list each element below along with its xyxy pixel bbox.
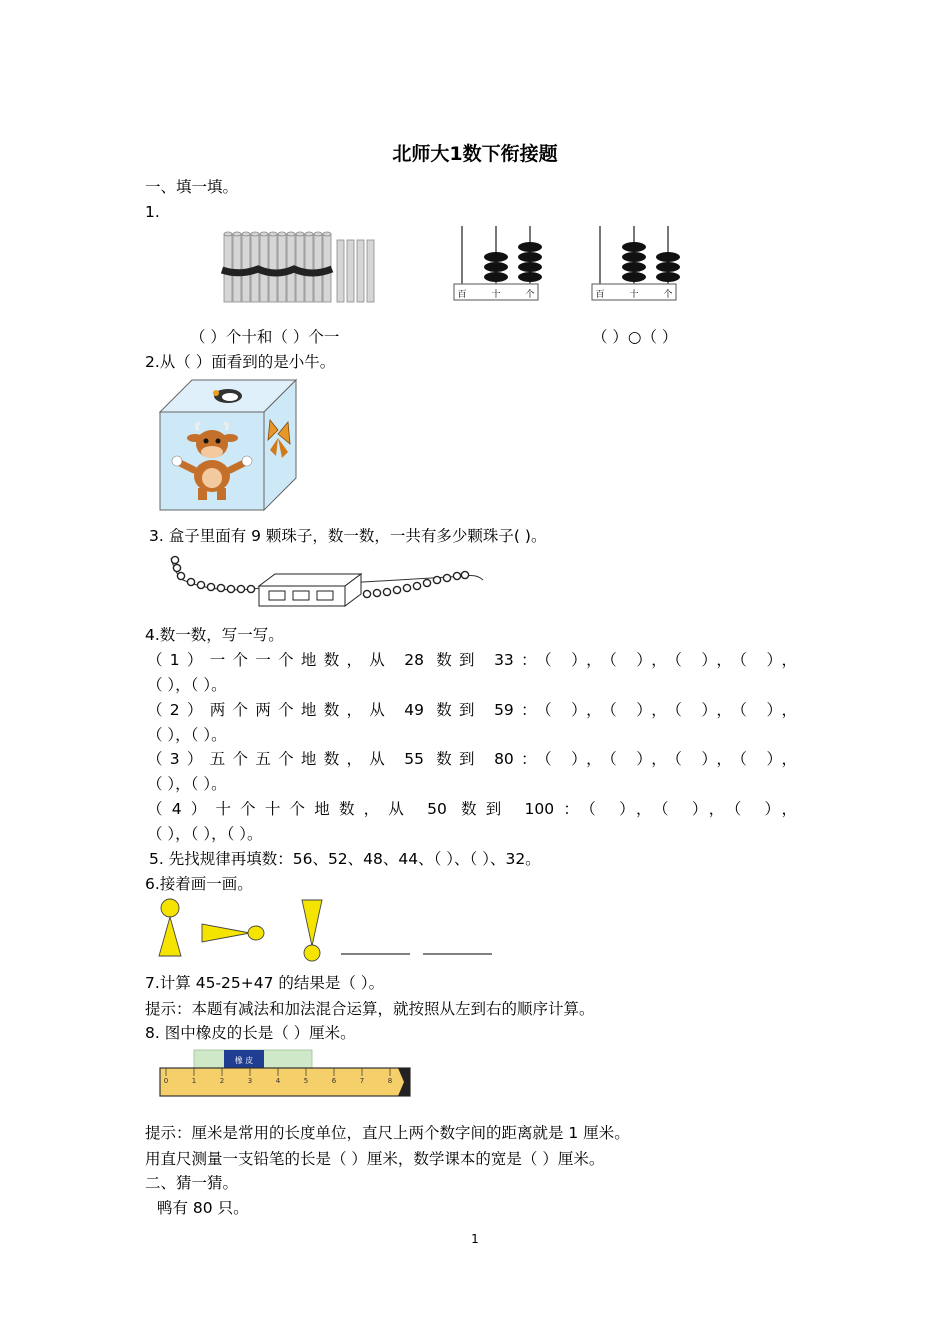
ruler-tick-6: 6 (331, 1077, 337, 1085)
q4-row-1-line-a: （1）一个一个地数，从 28 数到 33：（ ），（ ），（ ），（ ）， (147, 651, 797, 669)
ruler-tick-5: 5 (303, 1077, 309, 1085)
abacus-label-tens: 十 (491, 290, 501, 300)
ruler-tick-3: 3 (247, 1077, 253, 1085)
q4-row-4-line-a: （4）十个十个地数，从 50 数到 100：（ ），（ ），（ ）， (147, 800, 797, 818)
abacus-label-tens: 十 (629, 290, 639, 300)
page-number: 1 (471, 1232, 479, 1246)
question-3-text: 3. 盒子里面有 9 颗珠子，数一数，一共有多少颗珠子( )。 (149, 527, 547, 545)
q4-row-4-line-b: （ ），（ ），（ ）。 (147, 825, 263, 843)
abacus-right-image (588, 224, 680, 304)
page-title: 北师大1数下衔接题 (392, 143, 558, 165)
ruler-tick-4: 4 (275, 1077, 281, 1085)
question-1-caption-right: （ ）○（ ） (592, 328, 678, 346)
q4-row-3-line-b: （ ），（ ）。 (147, 775, 227, 793)
question-8-text: 8. 图中橡皮的长是（ ）厘米。 (145, 1024, 356, 1042)
section-heading-guess: 二、猜一猜。 (145, 1174, 239, 1192)
question-4-text: 4.数一数，写一写。 (145, 626, 284, 644)
question-1-caption-left: （ ）个十和（ ）个一 (190, 328, 340, 346)
question-1-label: 1. (145, 203, 160, 221)
abacus-label-hundreds: 百 (595, 290, 605, 300)
bead-string-image (165, 554, 485, 610)
q4-row-3-line-a: （3）五个五个地数，从 55 数到 80：（ ），（ ），（ ），（ ）， (147, 750, 797, 768)
question-5-text: 5. 先找规律再填数：56、52、48、44、（ ）、（ ）、32。 (149, 850, 541, 868)
ruler-eraser-image (158, 1048, 412, 1100)
abacus-label-ones: 个 (525, 290, 535, 300)
pattern-shapes-image (150, 896, 500, 962)
question-8-hint: 提示：厘米是常用的长度单位，直尺上两个数字间的距离就是 1 厘米。 (145, 1124, 630, 1142)
question-7-hint: 提示：本题有减法和加法混合运算，就按照从左到右的顺序计算。 (145, 1000, 595, 1018)
ruler-tick-8: 8 (387, 1077, 393, 1085)
question-8-followup: 用直尺测量一支铅笔的长是（ ）厘米，数学课本的宽是（ ）厘米。 (145, 1150, 605, 1168)
question-6-text: 6.接着画一画。 (145, 875, 253, 893)
cube-image (158, 378, 298, 512)
ruler-tick-7: 7 (359, 1077, 365, 1085)
abacus-label-ones: 个 (663, 290, 673, 300)
guess-text: 鸭有 80 只。 (157, 1199, 249, 1217)
question-7-text: 7.计算 45-25+47 的结果是（ ）。 (145, 974, 385, 992)
section-heading-fill: 一、填一填。 (145, 178, 239, 196)
stick-bundles-image (220, 228, 382, 304)
question-2-text: 2.从（ ）面看到的是小牛。 (145, 353, 336, 371)
q4-row-2-line-b: （ ），（ ）。 (147, 726, 227, 744)
ruler-tick-1: 1 (191, 1077, 197, 1085)
q4-row-2-line-a: （2）两个两个地数，从 49 数到 59：（ ），（ ），（ ），（ ）， (147, 701, 797, 719)
eraser-label: 橡 皮 (234, 1056, 254, 1065)
bead-box (259, 574, 361, 606)
q4-row-1-line-b: （ ），（ ）。 (147, 676, 227, 694)
abacus-label-hundreds: 百 (457, 290, 467, 300)
ruler-tick-2: 2 (219, 1077, 225, 1085)
ruler-tick-0: 0 (163, 1077, 169, 1085)
abacus-left-image (450, 224, 542, 304)
